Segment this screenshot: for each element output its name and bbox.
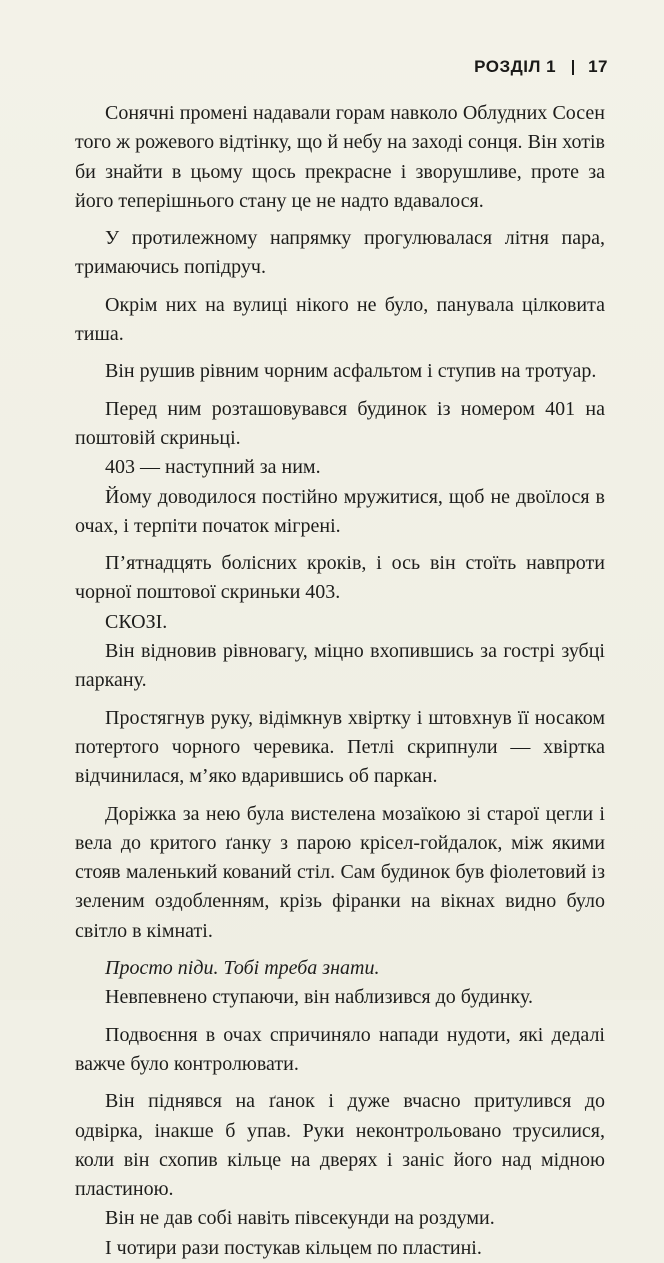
paragraph: Сонячні промені надавали горам навколо Облудних Сосен того ж рожевого відтінку, що й небу на заході сонця. Він хотів би знайти в цьому щось прекрасне і зворушливе, проте за його теперішнього стану це не надто вдавалося.: [75, 102, 605, 212]
paragraph: СКОЗІ.: [105, 610, 168, 633]
paragraph: Окрім них на вулиці нікого не було, панувала цілковита тиша.: [75, 293, 605, 346]
paragraph: Простягнув руку, відімкнув хвіртку і штовхнув її носаком потертого чорного черевика. Петлі скрипнули — хвіртка відчинилася, м’яко вдарившись об паркан.: [75, 706, 605, 788]
paragraph: Йому доводилося постійно мружитися, щоб не двоїлося в очах, і терпіти початок мігрені.: [75, 485, 605, 537]
paragraph: Подвоєння в очах спричиняло напади нудоти, які дедалі важче було контролювати.: [75, 1023, 605, 1075]
paragraph: Він рушив рівним чорним асфальтом і ступив на тротуар.: [105, 360, 597, 383]
italic-paragraph: Просто піди. Тобі треба знати.: [105, 957, 380, 980]
chapter-title: РОЗДІЛ 1: [474, 57, 557, 76]
paragraph: 403 — наступний за ним.: [105, 456, 321, 479]
running-header: [474, 57, 608, 77]
paragraph: Він не дав собі навіть півсекунди на роздуми.: [105, 1207, 495, 1230]
paragraph: Доріжка за нею була вистелена мозаїкою зі старої цегли і вела до критого ґанку з парою крісел-гойдалок, між якими стояв маленький кований стіл. Сам будинок був фіолетовий із зеленим оздобленням, крізь фіранки на вікнах видно було світло в кімнаті.: [75, 802, 605, 942]
paragraph: П’ятнадцять болісних кроків, і ось він стоїть навпроти чорної поштової скриньки 403.: [75, 552, 605, 604]
paragraph: І чотири рази постукав кільцем по пластині.: [105, 1236, 482, 1259]
header-separator: [572, 60, 574, 75]
page-number: 17: [588, 57, 608, 76]
paragraph: Невпевнено ступаючи, він наблизився до будинку.: [105, 986, 533, 1009]
body-text: [75, 99, 605, 1263]
paragraph: Перед ним розташовувався будинок із номером 401 на поштовій скриньці.: [75, 397, 605, 449]
paragraph: У протилежному напрямку прогулювалася літня пара, тримаючись попідруч.: [75, 227, 605, 279]
paragraph: Він піднявся на ґанок і дуже вчасно притулився до одвірка, інакше б упав. Руки неконтрольовано трусилися, коли він схопив кільце на дверях і заніс його над мідною пластиною.: [75, 1090, 605, 1201]
paragraph: Він відновив рівновагу, міцно вхопившись за гострі зубці паркану.: [75, 640, 605, 692]
